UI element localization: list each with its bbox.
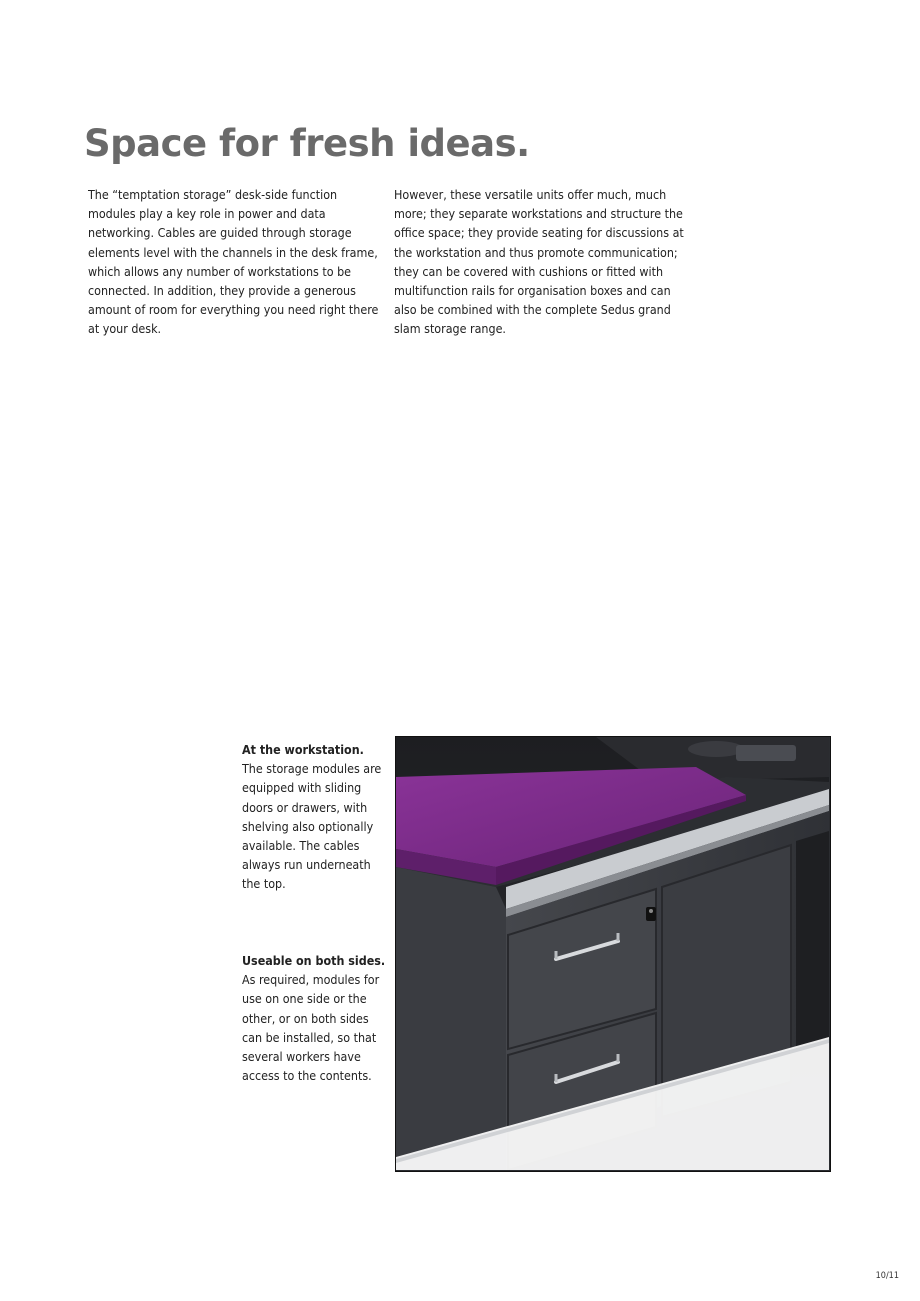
intro-text-right: However, these versatile units offer much, much more; they separate workstations and structure the office space; they provide seating for discussions at the workstation and thus promote communication; they can be covered with cushions or fitted with multifunction rails for organisation boxes and can also be combined with the complete Sedus grand slam storage range. [394, 187, 684, 337]
caption-both-sides [242, 951, 388, 1085]
caption-heading: At the workstation. [242, 742, 364, 757]
caption-body: The storage modules are equipped with sliding doors or drawers, with shelving also optionally available. The cables always run underneath the top. [242, 761, 382, 892]
caption-body: As required, modules for use on one side or the other, or on both sides can be installed, so that several workers have access to the contents. [242, 972, 380, 1084]
product-photo [395, 736, 831, 1172]
caption-workstation [242, 740, 388, 894]
page-number: 10/11 [875, 1271, 899, 1281]
page-title: Space for fresh ideas. [84, 122, 530, 165]
caption-heading: Useable on both sides. [242, 953, 386, 968]
intro-text-left: The “temptation storage” desk-side function modules play a key role in power and data networking. Cables are guided through storage elements level with the channels in the desk frame, which allows any number of workstations to be connected. In addition, they provide a generous amount of room for everything you need right there at your desk. [88, 187, 379, 337]
storage-module-illustration [396, 737, 829, 1170]
